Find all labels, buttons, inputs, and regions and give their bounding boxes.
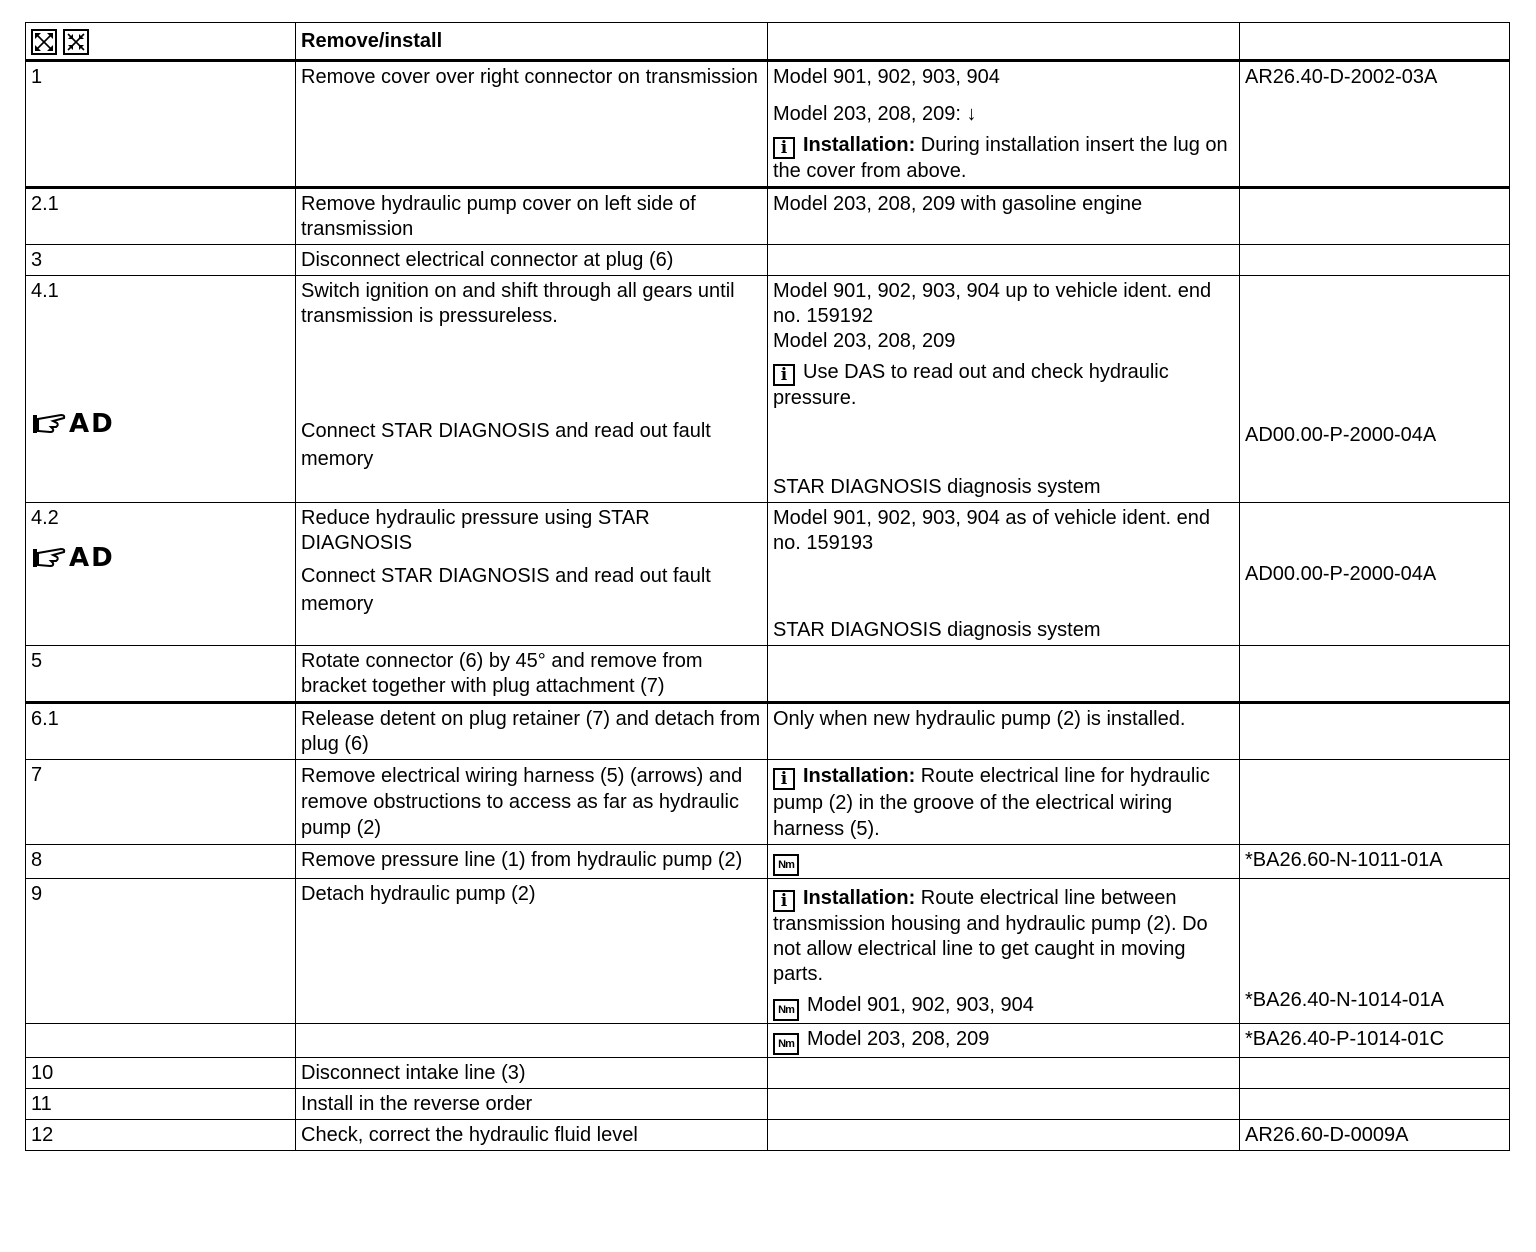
torque-note: Nm Model 901, 902, 903, 904 — [773, 993, 1234, 1021]
reference-link[interactable]: AD00.00-P-2000-04A — [1245, 424, 1437, 446]
step-number: 6.1 — [26, 703, 296, 760]
step-number: 3 — [26, 245, 296, 276]
expand-icon[interactable] — [31, 29, 57, 55]
step-cell — [26, 503, 296, 646]
diagnosis-system-note: STAR DIAGNOSIS diagnosis system — [773, 476, 1101, 498]
model-note: Model 901, 902, 903, 904 as of vehicle ident. end no. 159193 — [773, 507, 1210, 554]
info-icon: i — [773, 768, 795, 790]
step-action: Remove cover over right connector on transmission — [296, 61, 768, 188]
reference-link[interactable]: *BA26.40-P-1014-01C — [1240, 1024, 1510, 1058]
step-action: Remove hydraulic pump cover on left side of transmission — [296, 188, 768, 245]
step-action: Install in the reverse order — [296, 1089, 768, 1120]
table-row — [26, 188, 1510, 245]
step-number: 8 — [26, 845, 296, 879]
step-number: 9 — [26, 879, 296, 1024]
table-row — [26, 1089, 1510, 1120]
step-action: Detach hydraulic pump (2) — [296, 879, 768, 1024]
step-action-cell — [296, 276, 768, 503]
model-note: Model 901, 902, 903, 904 up to vehicle ident. end no. 159192 — [773, 280, 1212, 327]
step-action: Release detent on plug retainer (7) and detach from plug (6) — [296, 703, 768, 760]
info-icon: i — [773, 137, 795, 159]
info-icon: i — [773, 890, 795, 912]
step-action: Switch ignition on and shift through all gears until transmission is pressureless. — [301, 280, 735, 327]
table-row — [26, 845, 1510, 879]
torque-note — [768, 845, 1240, 879]
reference-link[interactable]: AR26.60-D-0009A — [1240, 1120, 1510, 1151]
diagnosis-marker: AD — [31, 545, 115, 571]
step-number: 10 — [26, 1058, 296, 1089]
installation-note: i Installation: Route electrical line for hydraulic pump (2) in the groove of the electrical wiring harness (5). — [768, 760, 1240, 845]
reference-link[interactable]: *BA26.60-N-1011-01A — [1240, 845, 1510, 879]
installation-note: i Installation: During installation insert the lug on the cover from above. — [773, 134, 1228, 182]
header-empty-4 — [1240, 23, 1510, 61]
step-action: Remove electrical wiring harness (5) (arrows) and remove obstructions to access as far as hydraulic pump (2) — [296, 760, 768, 845]
model-note: Model 901, 902, 903, 904 — [773, 66, 1000, 88]
step-number: 4.2 — [31, 507, 59, 529]
torque-icon: Nm — [773, 854, 799, 876]
diagnosis-marker: AD — [31, 411, 115, 437]
step-number: 1 — [26, 61, 296, 188]
step-cell — [26, 276, 296, 503]
header-row — [26, 23, 1510, 61]
installation-note: i Installation: Route electrical line between transmission housing and hydraulic pump (2). Do not allow electrical line to get caught in moving parts. — [773, 887, 1208, 985]
reference-link[interactable]: *BA26.40-N-1014-01A — [1245, 989, 1445, 1011]
torque-icon: Nm — [773, 1033, 799, 1055]
step-notes — [768, 61, 1240, 188]
info-note: i Use DAS to read out and check hydraulic pressure. — [773, 361, 1169, 409]
table-row — [26, 276, 1510, 503]
table-row — [26, 245, 1510, 276]
table-row — [26, 879, 1510, 1024]
pointing-hand-icon — [31, 545, 67, 571]
header-icons-cell — [26, 23, 296, 61]
table-row — [26, 760, 1510, 845]
torque-note: Nm Model 203, 208, 209 — [768, 1024, 1240, 1058]
pointing-hand-icon — [31, 411, 67, 437]
reference-cell — [1240, 276, 1510, 503]
step-number: 5 — [26, 646, 296, 703]
model-note: Only when new hydraulic pump (2) is installed. — [768, 703, 1240, 760]
reference-link[interactable]: AD00.00-P-2000-04A — [1245, 563, 1437, 585]
step-number: 7 — [26, 760, 296, 845]
procedure-table — [25, 22, 1510, 1151]
step-action: Disconnect electrical connector at plug (6) — [296, 245, 768, 276]
table-row — [26, 646, 1510, 703]
header-empty-3 — [768, 23, 1240, 61]
reference-cell — [1240, 503, 1510, 646]
torque-icon: Nm — [773, 999, 799, 1021]
collapse-icon[interactable] — [63, 29, 89, 55]
step-action: Connect STAR DIAGNOSIS and read out fault memory — [301, 565, 711, 615]
reference-link[interactable]: AR26.40-D-2002-03A — [1240, 61, 1510, 188]
table-row — [26, 1024, 1510, 1058]
table-row — [26, 1120, 1510, 1151]
diagnosis-system-note: STAR DIAGNOSIS diagnosis system — [773, 619, 1101, 641]
step-action: Reduce hydraulic pressure using STAR DIAGNOSIS — [301, 507, 650, 554]
table-row — [26, 61, 1510, 188]
step-action: Disconnect intake line (3) — [296, 1058, 768, 1089]
step-number: 4.1 — [31, 280, 59, 302]
header-remove-install: Remove/install — [296, 23, 768, 61]
step-number: 2.1 — [26, 188, 296, 245]
step-action: Remove pressure line (1) from hydraulic pump (2) — [296, 845, 768, 879]
model-note: Model 203, 208, 209 with gasoline engine — [768, 188, 1240, 245]
info-icon: i — [773, 364, 795, 386]
step-notes — [768, 276, 1240, 503]
step-action: Connect STAR DIAGNOSIS and read out fault memory — [301, 420, 711, 470]
reference-cell — [1240, 879, 1510, 1024]
model-note: Model 203, 208, 209: ↓ — [773, 103, 977, 125]
table-row — [26, 703, 1510, 760]
step-action: Rotate connector (6) by 45° and remove from bracket together with plug attachment (7) — [296, 646, 768, 703]
step-action-cell — [296, 503, 768, 646]
table-row — [26, 503, 1510, 646]
step-action: Check, correct the hydraulic fluid level — [296, 1120, 768, 1151]
model-note: Model 203, 208, 209 — [773, 330, 956, 352]
step-notes — [768, 503, 1240, 646]
step-number: 11 — [26, 1089, 296, 1120]
step-number: 12 — [26, 1120, 296, 1151]
table-row — [26, 1058, 1510, 1089]
step-notes — [768, 879, 1240, 1024]
